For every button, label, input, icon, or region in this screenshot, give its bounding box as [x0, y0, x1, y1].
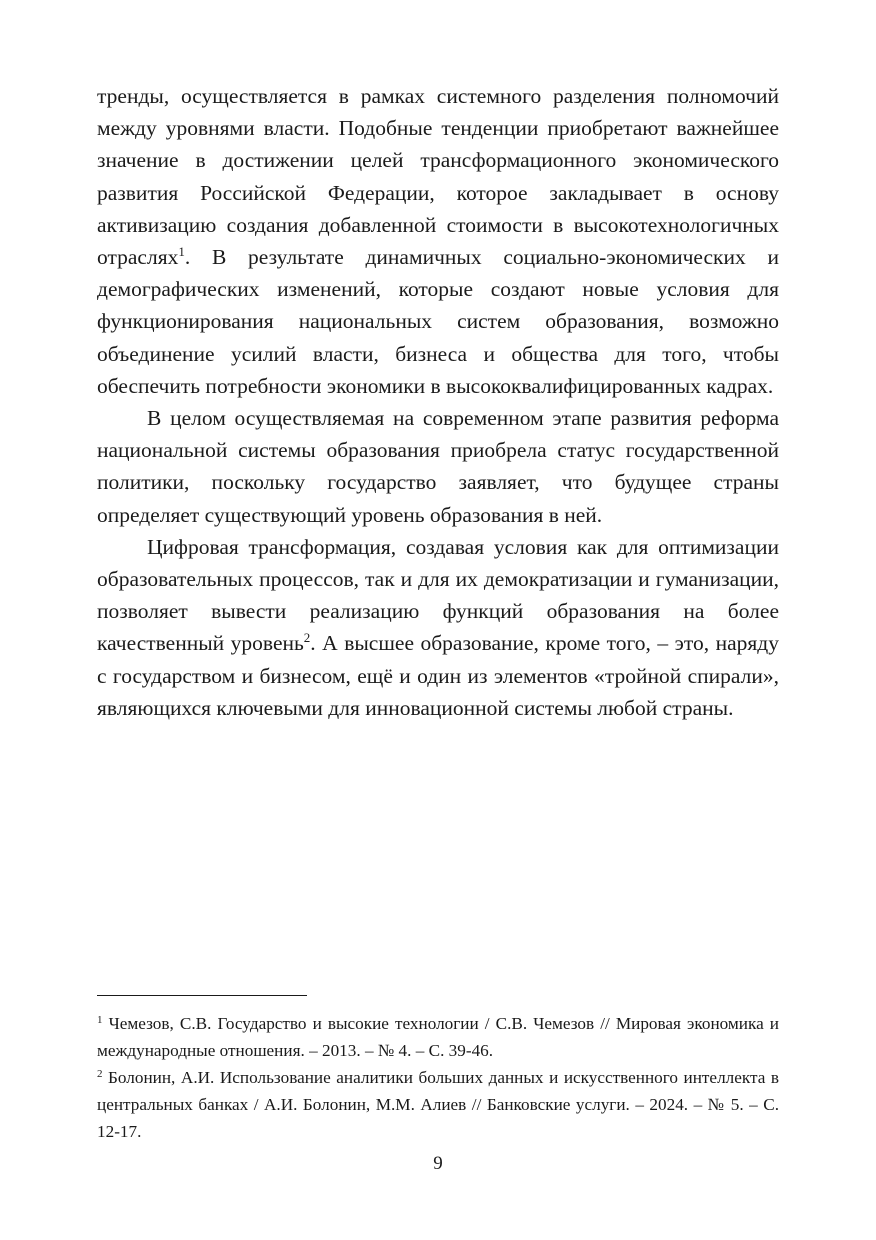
paragraph-1-text-a: тренды, осуществляется в рамках системного разделения полномочий между уровнями власти. Подобные тенденции приобретают важнейшее значение в достижении целей трансформационного экономического развития Российской Федерации, которое закладывает в основу активизацию создания добавленной стоимости в высокотехнологичных отраслях — [97, 84, 779, 270]
footnote-1 — [97, 1010, 779, 1064]
footnotes — [97, 995, 779, 1145]
paragraph-2 — [97, 402, 779, 531]
footnote-2 — [97, 1064, 779, 1145]
footnote-2-text: Болонин, А.И. Использование аналитики больших данных и искусственного интеллекта в центральных банках / А.И. Болонин, М.М. Алиев // Банковские услуги. – 2024. – № 5. – С. 12-17. — [97, 1068, 779, 1141]
footnote-separator — [97, 995, 307, 996]
paragraph-3 — [97, 531, 779, 724]
paragraph-1 — [97, 80, 779, 402]
paragraph-3-text-b: . А высшее образование, кроме того, – это, наряду с государством и бизнесом, ещё и один из элементов «тройной спирали», являющихся ключевыми для инновационной системы любой страны. — [97, 631, 779, 720]
paragraph-3-text-a: Цифровая трансформация, создавая условия как для оптимизации образовательных процессов, так и для их демократизации и гуманизации, позволяет вывести реализацию функций образования на более качественный уровень — [97, 534, 779, 656]
paragraph-2-text: В целом осуществляемая на современном этапе развития реформа национальной системы образования приобрела статус государственной политики, поскольку государство заявляет, что будущее страны определяет существующий уровень образования в ней. — [97, 406, 779, 527]
footnote-ref-1[interactable]: 1 — [178, 244, 185, 260]
page-number: 9 — [433, 1153, 443, 1174]
footnote-1-text: Чемезов, С.В. Государство и высокие технологии / С.В. Чемезов // Мировая экономика и международные отношения. – 2013. – № 4. – С. 39-46. — [97, 1014, 779, 1060]
footnote-2-mark: 2 — [97, 1068, 103, 1080]
paragraph-1-text-b: . В результате динамичных социально-экономических и демографических изменений, которые создают новые условия для функционирования национальных систем образования, возможно объединение усилий власти, бизнеса и общества для того, чтобы обеспечить потребности экономики в высококвалифицированных кадрах. — [97, 245, 779, 398]
footnote-1-mark: 1 — [97, 1014, 103, 1026]
footnote-ref-2[interactable]: 2 — [303, 630, 311, 646]
main-text — [97, 80, 779, 724]
